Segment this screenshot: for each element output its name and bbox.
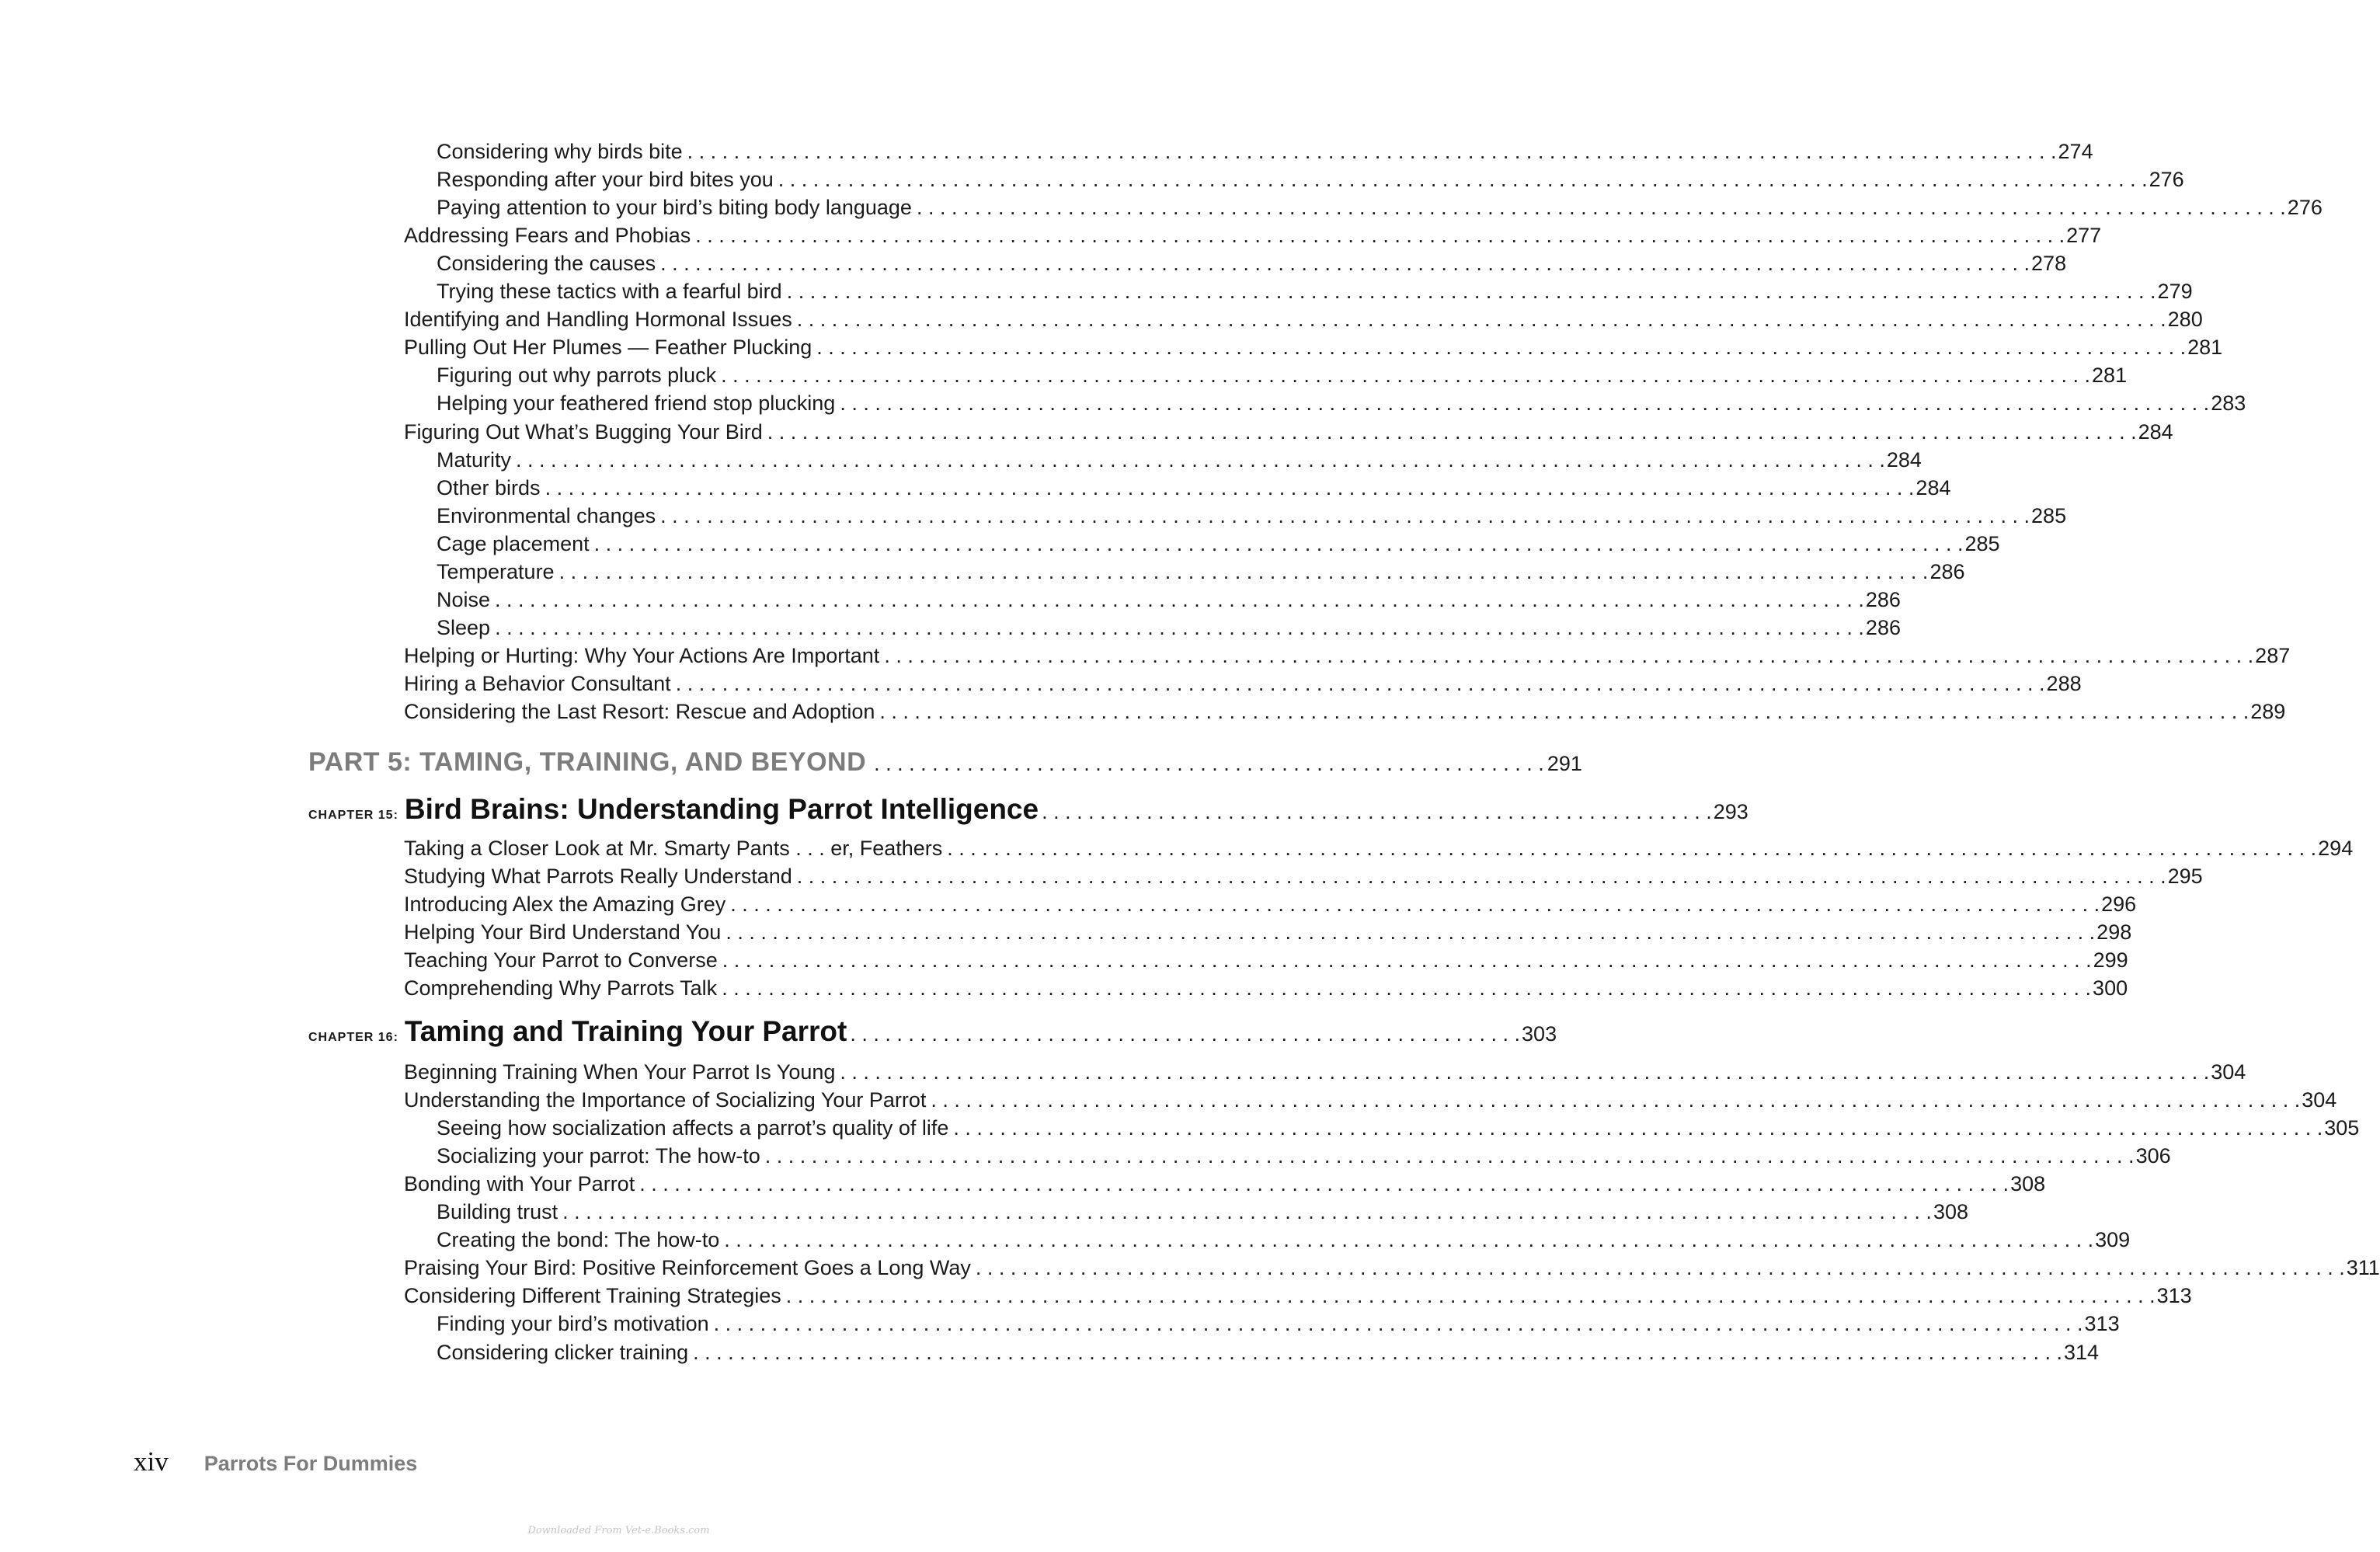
- part-heading[interactable]: [308, 747, 1582, 783]
- leader-dots: [787, 277, 2156, 305]
- entry-page-number: 306: [2135, 1144, 2171, 1168]
- toc-entry[interactable]: [0, 862, 2203, 890]
- entry-title: Finding your bird’s motivation: [437, 1312, 709, 1336]
- entry-title: Studying What Parrots Really Understand: [404, 865, 792, 888]
- leader-dots: [495, 614, 1864, 642]
- toc-entry[interactable]: [0, 918, 2132, 946]
- entry-title: Considering the Last Resort: Rescue and Adoption: [404, 700, 875, 723]
- entry-title: Pulling Out Her Plumes — Feather Plucking: [404, 336, 812, 360]
- entry-page-number: 284: [2138, 419, 2173, 444]
- toc-entry[interactable]: [0, 221, 2102, 249]
- entry-title: Responding after your bird bites you: [437, 168, 774, 192]
- leader-dots: [559, 558, 1929, 586]
- entry-page-number: 276: [2287, 196, 2323, 220]
- entry-page-number: 285: [2031, 503, 2067, 527]
- entry-page-number: 289: [2250, 700, 2286, 723]
- leader-dots: [797, 305, 2166, 333]
- leader-dots: [724, 1226, 2093, 1254]
- leader-dots: [850, 1022, 1520, 1046]
- toc-subentry[interactable]: [0, 1310, 2120, 1338]
- toc-entry[interactable]: [0, 642, 2291, 670]
- leader-dots: [884, 642, 2253, 670]
- entry-page-number: 314: [2064, 1340, 2100, 1364]
- entry-page-number: 286: [1929, 559, 1965, 583]
- entry-page-number: 296: [2101, 893, 2137, 916]
- toc-subentry[interactable]: [0, 502, 2067, 530]
- toc-subentry[interactable]: [0, 361, 2128, 389]
- entry-title: Building trust: [437, 1200, 558, 1224]
- chapter-15-heading[interactable]: [308, 793, 1748, 832]
- leader-dots: [545, 474, 1915, 502]
- leader-dots: [931, 1086, 2300, 1114]
- page-folio: xiv: [134, 1446, 169, 1477]
- running-book-title: Parrots For Dummies: [204, 1452, 418, 1475]
- leader-dots: [1042, 800, 1712, 824]
- entry-title: Helping or Hurting: Why Your Actions Are Important: [404, 643, 880, 667]
- entry-page-number: 285: [1964, 531, 2000, 555]
- leader-dots: [714, 1310, 2083, 1338]
- chapter-label: CHAPTER 16:: [308, 1031, 398, 1044]
- toc-entry[interactable]: [0, 1058, 2246, 1086]
- leader-dots: [840, 1058, 2209, 1086]
- leader-dots: [722, 974, 2091, 1002]
- entry-title: Figuring out why parrots pluck: [437, 364, 717, 388]
- entry-title: Introducing Alex the Amazing Grey: [404, 893, 726, 916]
- chapter-title: Bird Brains: Understanding Parrot Intelligence: [404, 793, 1039, 825]
- entry-page-number: 278: [2031, 252, 2067, 276]
- leader-dots: [639, 1170, 2009, 1198]
- entry-title: Seeing how socialization affects a parrot’s quality of life: [437, 1116, 949, 1140]
- leader-dots: [874, 752, 1544, 776]
- toc-entry[interactable]: [0, 946, 2128, 974]
- leader-dots: [879, 698, 2249, 726]
- part-title: PART 5: TAMING, TRAINING, AND BEYOND: [308, 747, 867, 777]
- entry-page-number: 305: [2324, 1116, 2360, 1140]
- entry-page-number: 300: [2093, 976, 2128, 1000]
- entry-page-number: 311: [2346, 1256, 2380, 1280]
- entry-title: Comprehending Why Parrots Talk: [404, 976, 718, 1000]
- toc-subentry[interactable]: [0, 249, 2067, 277]
- leader-dots: [917, 193, 2286, 221]
- entry-title: Bonding with Your Parrot: [404, 1172, 635, 1196]
- leader-dots: [947, 834, 2316, 862]
- entry-page-number: 309: [2095, 1228, 2131, 1252]
- entry-title: Cage placement: [437, 531, 590, 555]
- entry-title: Paying attention to your bird’s biting body language: [437, 196, 912, 220]
- entry-page-number: 313: [2084, 1312, 2120, 1336]
- entry-title: Noise: [437, 587, 491, 611]
- leader-dots: [687, 137, 2057, 165]
- toc-subentry[interactable]: [0, 165, 2184, 193]
- leader-dots: [594, 530, 1964, 558]
- entry-page-number: 287: [2255, 643, 2291, 667]
- entry-title: Teaching Your Parrot to Converse: [404, 948, 718, 972]
- toc-subentry[interactable]: [0, 1226, 2131, 1254]
- entry-title: Other birds: [437, 475, 541, 499]
- toc-entry[interactable]: [0, 834, 2354, 862]
- leader-dots: [660, 502, 2030, 530]
- entry-title: Helping your feathered friend stop plucking: [437, 391, 836, 416]
- chapter-page-number: 293: [1713, 800, 1748, 823]
- leader-dots: [676, 670, 2045, 698]
- entry-page-number: 284: [1886, 447, 1922, 472]
- entry-page-number: 286: [1865, 587, 1901, 611]
- part-page-number: 291: [1547, 752, 1582, 775]
- toc-subentry[interactable]: [0, 614, 1901, 642]
- entry-page-number: 281: [2187, 336, 2223, 360]
- leader-dots: [722, 946, 2092, 974]
- leader-dots: [976, 1254, 2345, 1282]
- toc-entry[interactable]: [0, 670, 2082, 698]
- entry-page-number: 284: [1915, 475, 1951, 499]
- toc-subentry[interactable]: [0, 389, 2246, 417]
- entry-title: Helping Your Bird Understand You: [404, 920, 722, 944]
- entry-title: Addressing Fears and Phobias: [404, 224, 691, 248]
- toc-subentry[interactable]: [0, 474, 1951, 502]
- page-footer: [134, 1446, 417, 1477]
- toc-subentry[interactable]: [0, 137, 2093, 165]
- chapter-page-number: 303: [1522, 1022, 1557, 1046]
- toc-subentry[interactable]: [0, 558, 1965, 586]
- entry-page-number: 288: [2046, 671, 2082, 695]
- entry-title: Considering Different Training Strategies: [404, 1284, 781, 1308]
- download-watermark: Downloaded From Vet-e.Books.com: [527, 1525, 710, 1536]
- toc-subentry[interactable]: [0, 586, 1901, 614]
- entry-page-number: 280: [2167, 308, 2203, 332]
- entry-title: Trying these tactics with a fearful bird: [437, 280, 782, 304]
- entry-title: Considering clicker training: [437, 1340, 689, 1364]
- leader-dots: [816, 333, 2186, 361]
- entry-page-number: 304: [2302, 1088, 2337, 1112]
- entry-page-number: 308: [1933, 1200, 1969, 1224]
- leader-dots: [495, 586, 1864, 614]
- leader-dots: [660, 249, 2030, 277]
- entry-page-number: 286: [1865, 615, 1901, 639]
- leader-dots: [725, 918, 2095, 946]
- leader-dots: [765, 1142, 2135, 1170]
- entry-page-number: 298: [2096, 920, 2132, 944]
- entry-title: Praising Your Bird: Positive Reinforcement Goes a Long Way: [404, 1256, 971, 1280]
- toc-entry[interactable]: [0, 1170, 2046, 1198]
- toc-subentry[interactable]: [0, 1114, 2360, 1142]
- toc-subentry[interactable]: [0, 277, 2193, 305]
- entry-title: Socializing your parrot: The how-to: [437, 1144, 760, 1168]
- leader-dots: [721, 361, 2090, 389]
- toc-subentry[interactable]: [0, 1142, 2171, 1170]
- entry-page-number: 299: [2093, 948, 2128, 972]
- leader-dots: [767, 418, 2137, 446]
- toc-subentry[interactable]: [0, 446, 1922, 474]
- toc-entry[interactable]: [0, 1086, 2337, 1114]
- entry-title: Considering why birds bite: [437, 140, 683, 163]
- leader-dots: [730, 890, 2100, 918]
- leader-dots: [778, 165, 2148, 193]
- chapter-label: CHAPTER 15:: [308, 809, 398, 822]
- toc-entry[interactable]: [0, 974, 2128, 1002]
- toc-entry[interactable]: [0, 418, 2173, 446]
- toc-entry[interactable]: [0, 333, 2223, 361]
- toc-subentry[interactable]: [0, 1338, 2100, 1366]
- toc-subentry[interactable]: [0, 1198, 1969, 1226]
- entry-page-number: 304: [2211, 1060, 2246, 1084]
- entry-title: Taking a Closer Look at Mr. Smarty Pants . . . er, Feathers: [404, 837, 943, 860]
- leader-dots: [953, 1114, 2323, 1142]
- entry-page-number: 277: [2066, 224, 2102, 248]
- toc-entry[interactable]: [0, 1282, 2192, 1310]
- toc-entry[interactable]: [0, 305, 2203, 333]
- entry-title: Creating the bond: The how-to: [437, 1228, 720, 1252]
- entry-page-number: 294: [2318, 837, 2354, 860]
- chapter-title: Taming and Training Your Parrot: [404, 1015, 847, 1047]
- leader-dots: [693, 1338, 2062, 1366]
- entry-page-number: 308: [2010, 1172, 2046, 1196]
- toc-entry[interactable]: [0, 890, 2137, 918]
- entry-title: Environmental changes: [437, 503, 656, 527]
- chapter-16-heading[interactable]: [308, 1015, 1557, 1054]
- entry-title: Understanding the Importance of Socializing Your Parrot: [404, 1088, 927, 1112]
- entry-title: Figuring Out What’s Bugging Your Bird: [404, 419, 763, 444]
- entry-title: Considering the causes: [437, 252, 656, 276]
- entry-page-number: 313: [2156, 1284, 2192, 1308]
- entry-title: Identifying and Handling Hormonal Issues: [404, 308, 792, 332]
- entry-page-number: 281: [2092, 364, 2128, 388]
- leader-dots: [786, 1282, 2156, 1310]
- entry-page-number: 276: [2149, 168, 2184, 192]
- entry-page-number: 279: [2157, 280, 2193, 304]
- toc-subentry[interactable]: [0, 530, 2000, 558]
- toc-entry[interactable]: [0, 1254, 2380, 1282]
- entry-page-number: 274: [2058, 140, 2093, 163]
- entry-page-number: 283: [2211, 391, 2246, 416]
- toc-subentry[interactable]: [0, 193, 2323, 221]
- leader-dots: [562, 1198, 1932, 1226]
- leader-dots: [797, 862, 2166, 890]
- entry-page-number: 295: [2167, 865, 2203, 888]
- entry-title: Maturity: [437, 447, 512, 472]
- entry-title: Temperature: [437, 559, 555, 583]
- entry-title: Hiring a Behavior Consultant: [404, 671, 671, 695]
- entry-title: Sleep: [437, 615, 491, 639]
- entry-title: Beginning Training When Your Parrot Is Young: [404, 1060, 836, 1084]
- leader-dots: [840, 389, 2209, 417]
- toc-entry[interactable]: [0, 698, 2286, 726]
- leader-dots: [516, 446, 1885, 474]
- leader-dots: [695, 221, 2065, 249]
